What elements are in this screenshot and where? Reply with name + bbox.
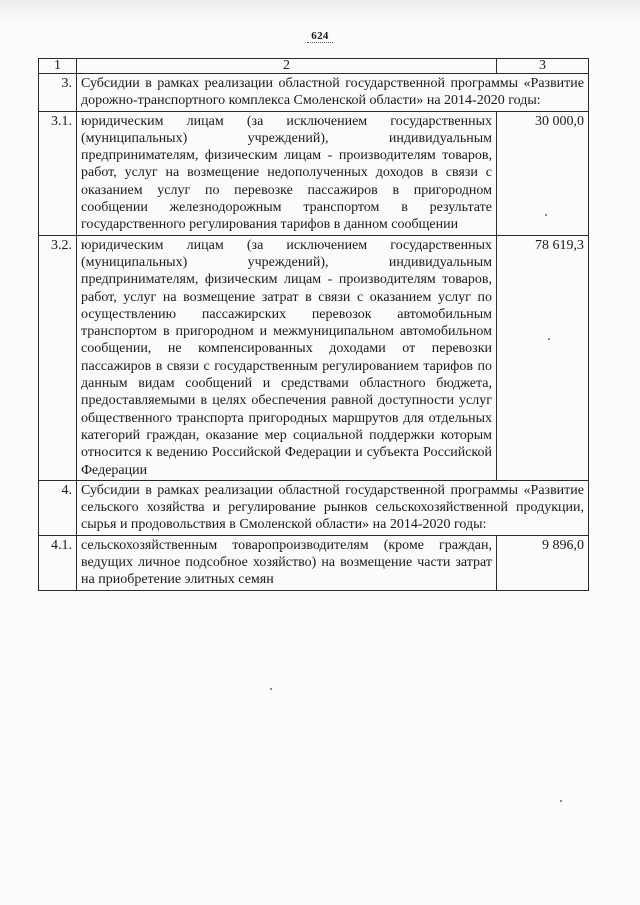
subsidies-table — [38, 58, 589, 591]
header-cell-3: 3 — [497, 59, 589, 74]
scan-speck — [548, 338, 550, 340]
table-row — [39, 480, 589, 535]
table-row — [39, 111, 589, 235]
row-number: 4. — [39, 480, 77, 535]
table-row — [39, 535, 589, 590]
row-text: юридическим лицам (за исключением государственных (муниципальных) учреждений), индивидуальным предпринимателям, физическим лицам - производителям товаров, работ, услуг на возмещение недополученных доходов в связи с оказанием услуг по перевозке пассажиров в пригородном сообщении железнодорожным транспортом в результате государственного регулирования тарифов в данном сообщении — [77, 111, 497, 235]
scan-speck — [545, 214, 547, 216]
row-text: юридическим лицам (за исключением государственных (муниципальных) учреждений), индивидуальным предпринимателям, физическим лицам - производителям товаров, работ, услуг на возмещение затрат в связи с оказанием услуг по осуществлению пассажирских перевозок автомобильным транспортом в пригородном и межмуниципальном автомобильном сообщении, не компенсированных доходами от перевозки пассажиров в связи с государственным регулированием тарифов по данным видам сообщений и средствами областного бюджета, предоставляемыми в целях обеспечения равной доступности услуг общественного транспорта пригородных маршрутов для отдельных категорий граждан, оказание мер социальной поддержки которым относится к ведению Российской Федерации и субъекта Российской Федерации — [77, 235, 497, 480]
page-number — [0, 30, 640, 42]
scan-speck — [270, 688, 272, 690]
row-value: 78 619,3 — [497, 235, 589, 480]
row-value: 30 000,0 — [497, 111, 589, 235]
header-cell-2: 2 — [77, 59, 497, 74]
row-text: сельскохозяйственным товаропроизводителям (кроме граждан, ведущих личное подсобное хозяйство) на возмещение части затрат на приобретение элитных семян — [77, 535, 497, 590]
row-value: 9 896,0 — [497, 535, 589, 590]
row-text: Субсидии в рамках реализации областной государственной программы «Развитие сельского хозяйства и регулирование рынков сельскохозяйственной продукции, сырья и продовольствия в Смоленской области» на 2014-2020 годы: — [77, 480, 589, 535]
scan-edge — [0, 0, 640, 22]
scan-speck — [560, 800, 562, 802]
row-number: 3. — [39, 74, 77, 112]
table-header-row — [39, 59, 589, 74]
row-number: 4.1. — [39, 535, 77, 590]
header-cell-1: 1 — [39, 59, 77, 74]
row-number: 3.2. — [39, 235, 77, 480]
page-number-text: 624 — [307, 30, 332, 43]
table-row — [39, 74, 589, 112]
row-text: Субсидии в рамках реализации областной государственной программы «Развитие дорожно-транспортного комплекса Смоленской области» на 2014-2020 годы: — [77, 74, 589, 112]
row-number: 3.1. — [39, 111, 77, 235]
table-row — [39, 235, 589, 480]
